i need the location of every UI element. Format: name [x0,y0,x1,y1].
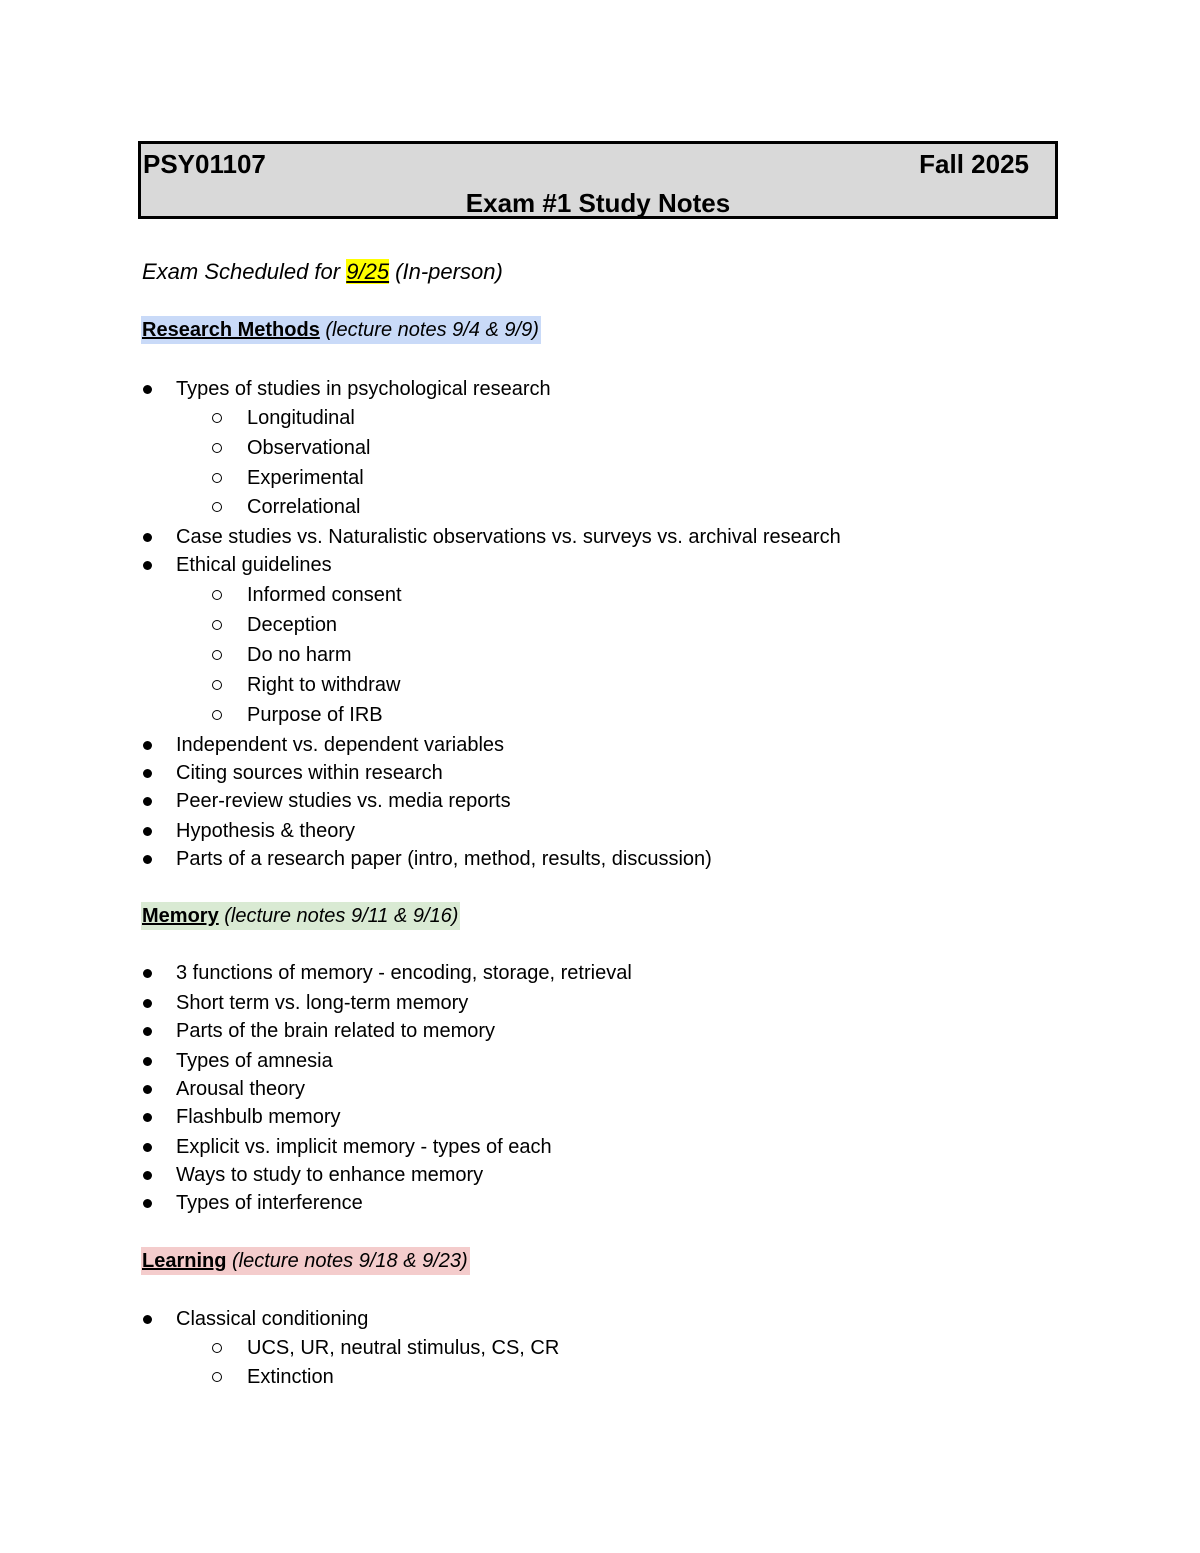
exam-date: 9/25 [346,259,390,284]
circle-bullet-icon [212,502,222,512]
page-title: Exam #1 Study Notes [465,188,731,218]
circle-bullet-icon [212,650,222,660]
circle-bullet-icon [212,590,222,600]
list-item: Case studies vs. Naturalistic observations vs. surveys vs. archival research [0,522,1060,552]
list-item: Citing sources within research [0,758,1060,788]
bullet-icon [143,1085,152,1094]
sub-list-item: Purpose of IRB [0,700,1060,730]
circle-bullet-icon [212,1372,222,1382]
circle-bullet-icon [212,710,222,720]
bullet-icon [143,533,152,542]
term: Fall 2025 [919,149,1029,179]
list-item: Arousal theory [0,1074,1060,1104]
sub-list-item: Do no harm [0,640,1060,670]
section-title: Memory [142,905,219,927]
list-item: Types of interference [0,1188,1060,1218]
bullet-icon [143,385,152,394]
bullet-icon [143,561,152,570]
bullet-icon [143,1199,152,1208]
bullet-icon [143,1027,152,1036]
circle-bullet-icon [212,413,222,423]
list-item: Independent vs. dependent variables [0,730,1060,760]
list-item: Hypothesis & theory [0,816,1060,846]
bullet-icon [143,999,152,1008]
circle-bullet-icon [212,443,222,453]
sub-list-item: Longitudinal [0,403,1060,433]
bullet-icon [143,797,152,806]
section-memory [141,902,460,930]
bullet-icon [143,855,152,864]
section-title: Research Methods [142,319,320,341]
sub-list-item: Experimental [0,463,1060,493]
bullet-icon [143,769,152,778]
bullet-icon [143,1113,152,1122]
sub-list-item: UCS, UR, neutral stimulus, CS, CR [0,1333,1060,1363]
sub-list-item: Right to withdraw [0,670,1060,700]
section-note: (lecture notes 9/4 & 9/9) [319,319,539,341]
list-item: Ethical guidelines [0,550,1060,580]
section-note: (lecture notes 9/11 & 9/16) [218,905,459,927]
bullet-icon [143,1057,152,1066]
list-item: Peer-review studies vs. media reports [0,786,1060,816]
list-item: Types of amnesia [0,1046,1060,1076]
section-title: Learning [142,1250,227,1272]
bullet-icon [143,969,152,978]
bullet-icon [143,1315,152,1324]
sub-list-item: Observational [0,433,1060,463]
bullet-icon [143,1171,152,1180]
circle-bullet-icon [212,680,222,690]
exam-schedule [142,257,503,287]
list-item: Flashbulb memory [0,1102,1060,1132]
circle-bullet-icon [212,1343,222,1353]
list-item: Short term vs. long-term memory [0,988,1060,1018]
list-item: Ways to study to enhance memory [0,1160,1060,1190]
bullet-icon [143,827,152,836]
sub-list-item: Deception [0,610,1060,640]
sub-list-item: Extinction [0,1362,1060,1392]
exam-suffix: (In-person) [389,259,503,284]
list-item: 3 functions of memory - encoding, storage, retrieval [0,958,1060,988]
list-item: Classical conditioning [0,1304,1060,1334]
header-box [138,141,1058,219]
bullet-icon [143,1143,152,1152]
section-research-methods [141,316,541,344]
course-code: PSY01107 [143,149,266,179]
sub-list-item: Informed consent [0,580,1060,610]
circle-bullet-icon [212,620,222,630]
sub-list-item: Correlational [0,492,1060,522]
circle-bullet-icon [212,473,222,483]
section-learning [141,1247,470,1275]
section-note: (lecture notes 9/18 & 9/23) [226,1250,468,1272]
exam-prefix: Exam Scheduled for [142,259,347,284]
list-item: Parts of a research paper (intro, method, results, discussion) [0,844,1060,874]
list-item: Explicit vs. implicit memory - types of each [0,1132,1060,1162]
list-item: Parts of the brain related to memory [0,1016,1060,1046]
bullet-icon [143,741,152,750]
list-item: Types of studies in psychological research [0,374,1060,404]
